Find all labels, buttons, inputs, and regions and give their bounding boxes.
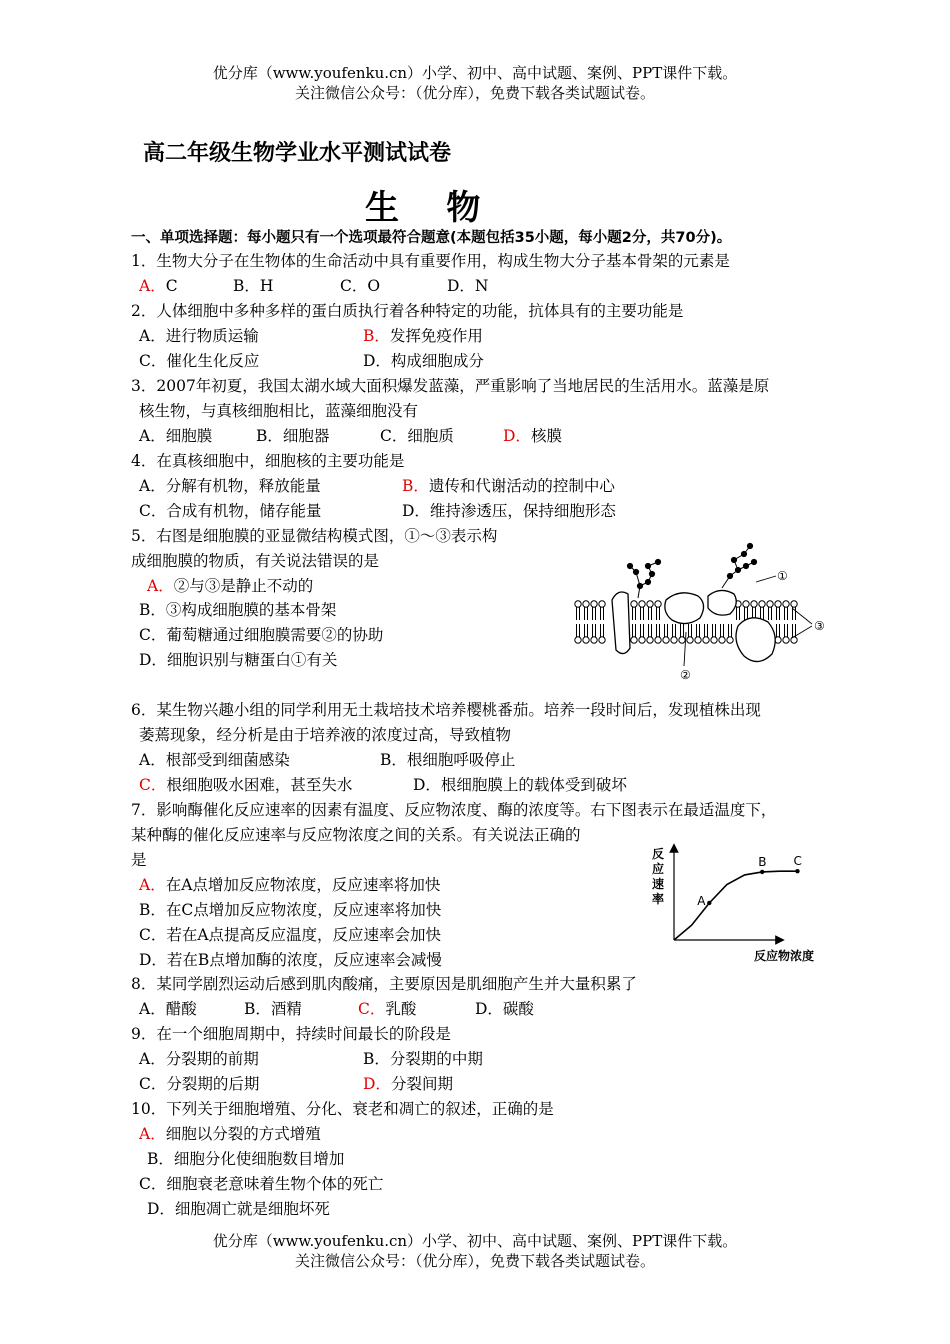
q8-option-c: C．乳酸	[358, 1000, 417, 1018]
lipid-tail	[649, 624, 652, 637]
chart-point-a	[707, 901, 711, 905]
lipid-head	[719, 637, 725, 643]
q4-option-c: C．合成有机物，储存能量	[139, 502, 322, 520]
glycoprotein	[708, 590, 736, 615]
lipid-head	[767, 601, 773, 607]
q2-option-b: B．发挥免疫作用	[363, 327, 483, 345]
lipid-head	[583, 637, 589, 643]
header-line-2: 关注微信公众号：（优分库），免费下载各类试题试卷。	[294, 84, 655, 102]
lipid-tail	[665, 624, 668, 637]
q6-option-a: A．根部受到细菌感染	[139, 751, 290, 769]
lipid-head	[711, 637, 717, 643]
chart-point-c	[795, 869, 799, 873]
lipid-tail	[577, 624, 580, 637]
cell-membrane-diagram	[568, 536, 832, 686]
q1-stem: 1．生物大分子在生物体的生命活动中具有重要作用，构成生物大分子基本骨架的元素是	[131, 252, 730, 270]
lipid-tail	[785, 607, 788, 620]
q9-stem: 9．在一个细胞周期中，持续时间最长的阶段是	[131, 1025, 451, 1043]
lipid-head	[631, 601, 637, 607]
lipid-head	[679, 637, 685, 643]
q10-stem: 10．下列关于细胞增殖、分化、衰老和凋亡的叙述，正确的是	[131, 1100, 554, 1118]
lipid-head	[655, 601, 661, 607]
lipid-tail	[601, 607, 604, 620]
chart-point-b	[760, 870, 764, 874]
q8-stem: 8．某同学剧烈运动后感到肌肉酸痛，主要原因是肌细胞产生并大量积累了	[131, 975, 637, 993]
lipid-head	[599, 637, 605, 643]
channel-protein	[612, 592, 630, 654]
lipid-head	[687, 637, 693, 643]
y-axis-label-3: 速	[652, 877, 665, 891]
lipid-head	[575, 637, 581, 643]
q3-option-d: D．核膜	[503, 427, 562, 445]
lipid-head	[639, 637, 645, 643]
label-2: ②	[680, 668, 691, 682]
q9-option-c: C．分裂期的后期	[139, 1075, 260, 1093]
lipid-head	[727, 637, 733, 643]
lipid-tail	[745, 607, 748, 620]
q1-option-a: A．C	[139, 277, 178, 295]
chart-point-label-a: A	[697, 894, 706, 908]
lipid-head	[575, 601, 581, 607]
label-1: ①	[777, 569, 788, 583]
lipid-head	[759, 601, 765, 607]
integral-protein	[736, 618, 775, 662]
lipid-tail	[585, 624, 588, 637]
q2-option-a: A．进行物质运输	[139, 327, 259, 345]
q7-option-c: C．若在A点提高反应温度，反应速率会加快	[139, 926, 442, 944]
lipid-head	[583, 601, 589, 607]
q8-option-d: D．碳酸	[475, 1000, 534, 1018]
lipid-tail	[681, 624, 684, 637]
lipid-tail	[641, 624, 644, 637]
q4-option-b: B．遗传和代谢活动的控制中心	[402, 477, 615, 495]
q2-option-d: D．构成细胞成分	[363, 352, 484, 370]
rate-curve	[674, 871, 798, 940]
y-axis-label-4: 率	[652, 892, 665, 906]
q6-option-b: B．根细胞呼吸停止	[380, 751, 516, 769]
q9-option-a: A．分裂期的前期	[139, 1050, 259, 1068]
lipid-head	[671, 637, 677, 643]
lipid-head	[599, 601, 605, 607]
q4-option-d: D．维持渗透压，保持细胞形态	[402, 502, 616, 520]
q2-stem: 2．人体细胞中多种多样的蛋白质执行着各种特定的功能，抗体具有的主要功能是	[131, 302, 684, 320]
lipid-head	[695, 637, 701, 643]
lipid-head	[639, 601, 645, 607]
q7-option-d: D．若在B点增加酶的浓度，反应速率会减慢	[139, 951, 442, 969]
lipid-tail	[777, 624, 780, 637]
q4-stem: 4．在真核细胞中，细胞核的主要功能是	[131, 452, 405, 470]
lipid-tail	[673, 624, 676, 637]
lipid-head	[775, 601, 781, 607]
lipid-tail	[737, 607, 740, 620]
q3-option-a: A．细胞膜	[139, 427, 213, 445]
q3-stem-1: 3．2007年初夏，我国太湖水域大面积爆发蓝藻，严重影响了当地居民的生活用水。蓝藻是原	[131, 377, 770, 395]
lipid-tail	[777, 607, 780, 620]
header-line-1: 优分库（www.youfenku.cn）小学、初中、高中试题、案例、PPT课件下载。	[212, 64, 738, 82]
lipid-head	[655, 637, 661, 643]
lipid-tail	[705, 624, 708, 637]
lipid-head	[791, 637, 797, 643]
label-3: ③	[814, 619, 825, 633]
q10-option-a: A．细胞以分裂的方式增殖	[139, 1125, 321, 1143]
lipid-tail	[577, 607, 580, 620]
lipid-tail	[633, 607, 636, 620]
q1-option-d: D．N	[447, 277, 489, 295]
q5-option-d: D．细胞识别与糖蛋白①有关	[139, 651, 338, 669]
lipid-tail	[793, 624, 796, 637]
q3-stem-2: 核生物，与真核细胞相比，蓝藻细胞没有	[139, 402, 419, 420]
lipid-tail	[689, 624, 692, 637]
lipid-tail	[649, 607, 652, 620]
q7-stem-3: 是	[131, 851, 147, 869]
lipid-head	[791, 601, 797, 607]
lipid-tail	[593, 607, 596, 620]
lipid-head	[631, 637, 637, 643]
lipid-tail	[601, 624, 604, 637]
lipid-tail	[657, 607, 660, 620]
q7-stem-1: 7．影响酶催化反应速率的因素有温度、反应物浓度、酶的浓度等。右下图表示在最适温度下，	[131, 801, 777, 819]
q10-option-d: D．细胞凋亡就是细胞坏死	[147, 1200, 330, 1218]
q7-stem-2: 某种酶的催化反应速率与反应物浓度之间的关系。有关说法正确的	[131, 826, 581, 844]
q7-option-b: B．在C点增加反应物浓度，反应速率将加快	[139, 901, 442, 919]
q7-option-a: A．在A点增加反应物浓度，反应速率将加快	[139, 876, 441, 894]
y-axis-label-2: 应	[652, 862, 665, 876]
q4-option-a: A．分解有机物，释放能量	[139, 477, 321, 495]
y-axis-label-1: 反	[652, 847, 665, 861]
sugar-chains	[627, 543, 756, 598]
lipid-head	[783, 601, 789, 607]
q5-option-c: C．葡萄糖通过细胞膜需要②的协助	[139, 626, 384, 644]
q3-option-b: B．细胞器	[256, 427, 330, 445]
footer-line-1: 优分库（www.youfenku.cn）小学、初中、高中试题、案例、PPT课件下载。	[212, 1232, 738, 1250]
exam-title: 高二年级生物学业水平测试试卷	[143, 141, 452, 166]
lipid-tail	[713, 624, 716, 637]
lipid-head	[647, 637, 653, 643]
lipid-tail	[633, 624, 636, 637]
subject-title: 生 物	[365, 188, 481, 228]
lipid-head	[703, 637, 709, 643]
lipid-tail	[721, 624, 724, 637]
q5-option-b: B．③构成细胞膜的基本骨架	[139, 601, 337, 619]
q5-stem-1: 5．右图是细胞膜的亚显微结构模式图，①～③表示构	[131, 527, 498, 545]
lipid-tail	[769, 607, 772, 620]
lipid-head	[743, 601, 749, 607]
lipid-tail	[585, 607, 588, 620]
lipid-tail	[785, 624, 788, 637]
lipid-tail	[729, 624, 732, 637]
peripheral-protein	[665, 593, 704, 624]
q8-option-a: A．醋酸	[139, 1000, 197, 1018]
q6-stem-2: 萎蔫现象，经分析是由于培养液的浓度过高，导致植物	[139, 726, 512, 744]
lipid-head	[663, 637, 669, 643]
reaction-rate-chart	[644, 842, 840, 968]
footer-line-2: 关注微信公众号：（优分库），免费下载各类试题试卷。	[294, 1252, 655, 1270]
x-axis-label: 反应物浓度	[754, 949, 815, 963]
q6-stem-1: 6．某生物兴趣小组的同学利用无土栽培技术培养樱桃番茄。培养一段时间后，发现植株出现	[131, 701, 761, 719]
q5-option-a: A．②与③是静止不动的	[147, 577, 314, 595]
q10-option-c: C．细胞衰老意味着生物个体的死亡	[139, 1175, 384, 1193]
q5-stem-2: 成细胞膜的物质，有关说法错误的是	[131, 552, 380, 570]
q6-option-d: D．根细胞膜上的载体受到破坏	[413, 776, 627, 794]
lipid-tail	[641, 607, 644, 620]
lipid-tail	[657, 624, 660, 637]
section-heading: 一、单项选择题：每小题只有一个选项最符合题意(本题包括35小题，每小题2分，共70分)。	[131, 230, 732, 246]
q9-option-b: B．分裂期的中期	[363, 1050, 483, 1068]
q10-option-b: B．细胞分化使细胞数目增加	[147, 1150, 345, 1168]
chart-point-label-b: B	[758, 854, 767, 869]
lipid-head	[591, 601, 597, 607]
lipid-head	[783, 637, 789, 643]
q8-option-b: B．酒精	[244, 1000, 302, 1018]
q9-option-d: D．分裂间期	[363, 1075, 453, 1093]
lipid-tail	[761, 607, 764, 620]
q6-option-c: C．根细胞吸水困难，甚至失水	[139, 776, 353, 794]
lipid-tail	[697, 624, 700, 637]
lipid-head	[647, 601, 653, 607]
q1-option-b: B．H	[233, 277, 274, 295]
lipid-head	[751, 601, 757, 607]
lipid-head	[591, 637, 597, 643]
lipid-tail	[593, 624, 596, 637]
q1-option-c: C．O	[340, 277, 381, 295]
chart-point-label-c: C	[793, 854, 802, 869]
q2-option-c: C．催化生化反应	[139, 352, 260, 370]
q3-option-c: C．细胞质	[380, 427, 454, 445]
